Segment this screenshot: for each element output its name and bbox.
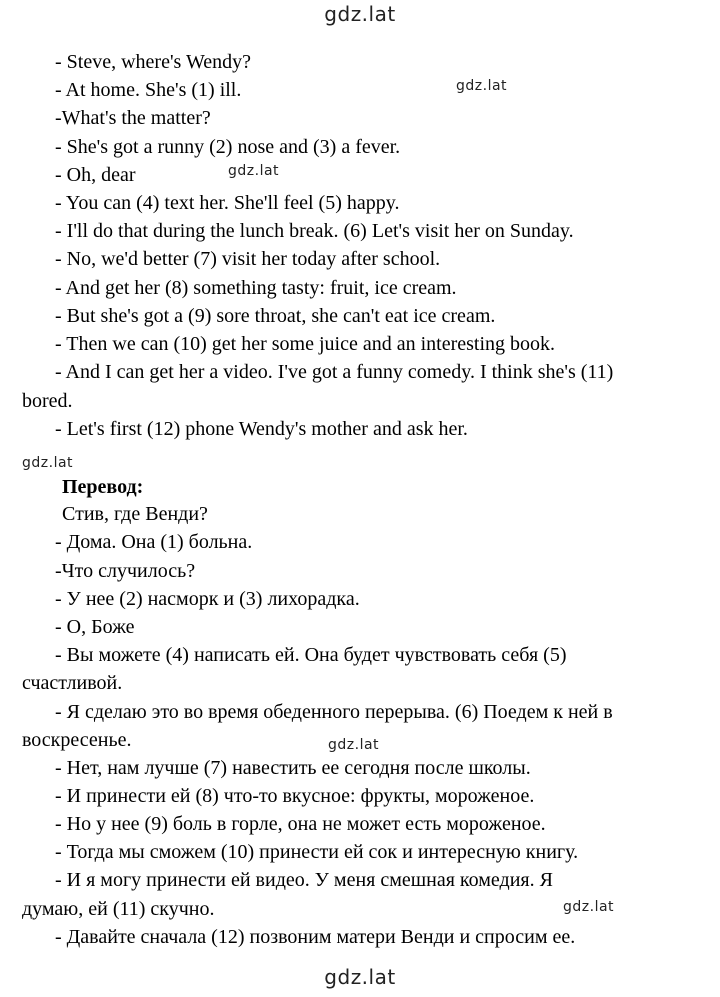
dialogue-line: - At home. She's (1) ill. [55,79,242,101]
dialogue-line: - У нее (2) насморк и (3) лихорадка. [55,588,360,610]
dialogue-line: - Вы можете (4) написать ей. Она будет чувствовать себя (5) [55,644,567,666]
dialogue-line: - And get her (8) something tasty: fruit, ice cream. [55,277,457,299]
watermark: gdz.lat [456,78,508,94]
dialogue-line: - Let's first (12) phone Wendy's mother and ask her. [55,418,468,440]
dialogue-line: - Steve, where's Wendy? [55,51,252,73]
dialogue-line: - Then we can (10) get her some juice and an interesting book. [55,333,556,355]
dialogue-line: - Но у нее (9) боль в горле, она не может есть мороженое. [55,813,546,835]
watermark-bottom: gdz.lat [324,965,396,989]
dialogue-line: - I'll do that during the lunch break. (6) Let's visit her on Sunday. [55,220,574,242]
dialogue-line: - О, Боже [55,616,135,638]
dialogue-line: - No, we'd better (7) visit her today after school. [55,248,441,270]
dialogue-line: - Дома. Она (1) больна. [55,531,253,553]
dialogue-line: -Что случилось? [55,560,196,582]
watermark: gdz.lat [22,455,74,471]
watermark: gdz.lat [328,737,380,753]
dialogue-line: счастливой. [22,672,123,694]
dialogue-line: - Давайте сначала (12) позвоним матери Венди и спросим ее. [55,926,576,948]
dialogue-line: - И я могу принести ей видео. У меня смешная комедия. Я [55,869,553,891]
dialogue-line: - И принести ей (8) что-то вкусное: фрукты, мороженое. [55,785,535,807]
dialogue-line: bored. [22,390,73,412]
dialogue-line: Стив, где Венди? [62,503,208,525]
dialogue-line: - She's got a runny (2) nose and (3) a fever. [55,136,401,158]
dialogue-line: - And I can get her a video. I've got a funny comedy. I think she's (11) [55,361,614,383]
dialogue-line: - Oh, dear [55,164,136,186]
dialogue-line: думаю, ей (11) скучно. [22,898,215,920]
watermark: gdz.lat [228,163,280,179]
dialogue-line: - Нет, нам лучше (7) навестить ее сегодня после школы. [55,757,531,779]
watermark: gdz.lat [563,899,615,915]
dialogue-line: - But she's got a (9) sore throat, she can't eat ice cream. [55,305,496,327]
watermark-top: gdz.lat [324,2,396,26]
dialogue-line: -What's the matter? [55,107,211,129]
dialogue-line: - You can (4) text her. She'll feel (5) happy. [55,192,400,214]
dialogue-line: - Я сделаю это во время обеденного перерыва. (6) Поедем к ней в [55,701,613,723]
dialogue-line: - Тогда мы сможем (10) принести ей сок и интересную книгу. [55,841,579,863]
translation-heading: Перевод: [62,476,144,498]
dialogue-line: воскресенье. [22,729,132,751]
